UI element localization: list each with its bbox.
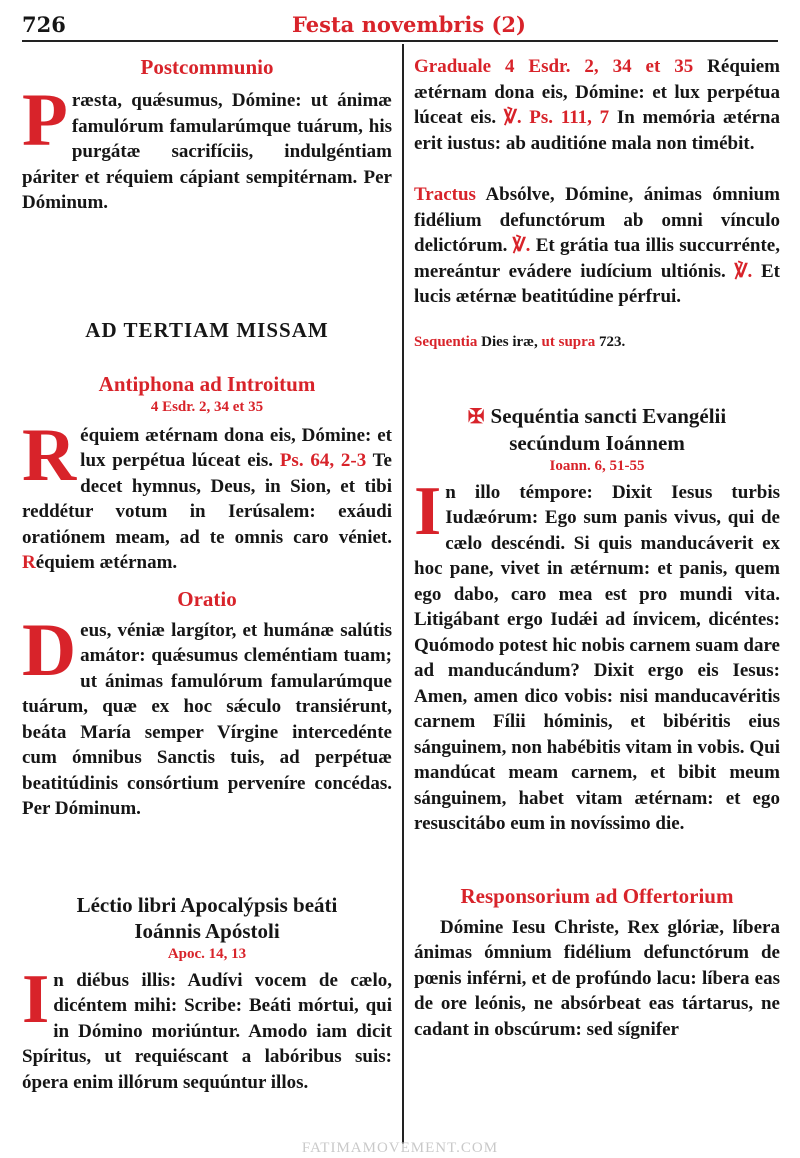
sequentia-note: Sequentia Dies iræ, ut supra 723. [414, 333, 626, 350]
postcommunio-title: Postcommunio [140, 55, 274, 79]
page-header [0, 0, 800, 42]
drop-cap-r: R [22, 413, 77, 497]
cross-icon: ✠ [467, 405, 485, 428]
graduale-label: Graduale 4 Esdr. 2, 34 et 35 [414, 56, 694, 77]
tractus-text: Tractus Absólve, Dómine, ánimas ómnium fidélium defunctórum ab omni vínculo delictórum. ℣. Et grátia tua illis succurrénte, mereántur evádere iudícium ultiónis. ℣. Et lucis ætérnæ beatitúdine pérfrui. [414, 184, 781, 307]
oratio-text: Deus, véniæ largítor, et humánæ salútis amátor: quǽsumus cleméntiam tuam; ut ánimas famulórum famularúmque tuárum, quæ ex hoc sǽculo transiérunt, beáta María semper Vírgine intercedénte cum ómnibus Sanctis tuis, ad perpétuæ beatitúdinis consórtium perveníre concédas. Per Dóminum. [22, 608, 392, 819]
graduale-text: Graduale 4 Esdr. 2, 34 et 35 Réquiem ætérnam dona eis, Dómine: et lux perpétua lúceat eis. ℣. Ps. 111, 7 In memória ætérna erit iustus: ab auditióne mala non timébit. [414, 56, 781, 154]
introitus-ref: 4 Esdr. 2, 34 et 35 [150, 398, 264, 415]
oratio-title: Oratio [177, 586, 237, 611]
evangelium-title: ✠ Sequéntia sancti Evangélii secúndum Ioánnem [467, 403, 727, 455]
tractus-label: Tractus [414, 184, 476, 205]
lectio-text: In diébus illis: Audívi vocem de cælo, dicéntem mihi: Scribe: Beáti mórtui, qui in Dómino moriúntur. Amodo iam dicit Spíritus, ut requiéscant a labóribus suis: ópera enim illórum sequúntur illos. [22, 960, 392, 1093]
lectio-title: Léctio libri Apocalýpsis beáti Ioánnis Apóstoli [76, 892, 338, 943]
ad-tertiam-heading: AD TERTIAM MISSAM [85, 317, 329, 342]
evangelium-ref: Ioann. 6, 51-55 [549, 457, 645, 474]
watermark: FATIMAMOVEMENT.COM [301, 1140, 499, 1156]
psalm-ref: Ps. 64, 2-3 [279, 450, 367, 471]
introitus-text: Réquiem ætérnam dona eis, Dómine: et lux perpétua lúceat eis. Ps. 64, 2-3 Te decet hymnus, Deus, in Sion, et tibi reddétur votum in Ierúsalem: exáudi oratiónem meam, ad te omnis caro véniet. Réquiem ætérnam. [22, 413, 392, 573]
drop-cap-i-gospel: I [414, 472, 442, 550]
right-column [414, 48, 780, 1042]
introitus-title: Antiphona ad Introitum [98, 371, 316, 396]
offertorium-text: Dómine Iesu Christe, Rex glóriæ, líbera ánimas ómnium fidélium defunctórum de pœnis inférni, et de profúndo lacu: líbera eas de ore leónis, ne absórbeat eas tártarus, ne cadant in obscúrum: sed sígnifer [414, 916, 780, 1040]
evangelium-text: In illo témpore: Dixit Iesus turbis Iudæórum: Ego sum panis vivus, qui de cælo descéndi. Si quis manducáverit ex hoc pane, vivet in ætérnum: et panis, quem ego dabo, caro mea est pro mundi vita. Litigábant ergo Iudǽi ad ínvicem, dicéntes: Quómodo potest hic nobis carnem suam dare ad manducándum? Dixit ergo eis Iesus: Amen, amen dico vobis: nisi manducavéritis carnem Fílii hóminis, et bibéritis eius sánguinem, non habébitis vitam in vobis. Qui mandúcat meam carnem, et bibit meum sánguinem, habet vitam ætérnam: et ego resuscitábo eum in novíssimo die. [414, 472, 780, 834]
offertorium-title: Responsorium ad Offertorium [460, 883, 734, 908]
header-rule [22, 40, 778, 42]
running-head: Festa novembris (2) [292, 12, 526, 37]
left-column [22, 48, 392, 1095]
drop-cap-i: I [22, 960, 50, 1038]
drop-cap-p: P [22, 79, 68, 162]
drop-cap-d: D [22, 608, 77, 692]
postcommunio-text: Præsta, quǽsumus, Dómine: ut ánimæ famulórum famularúmque tuárum, his purgátæ sacrifíciis, indulgéntiam páriter et réquiem cápiant sempitérnam. Per Dóminum. [22, 79, 392, 213]
column-divider [402, 44, 404, 1144]
lectio-ref: Apoc. 14, 13 [167, 945, 247, 962]
page-number: 726 [22, 12, 66, 37]
